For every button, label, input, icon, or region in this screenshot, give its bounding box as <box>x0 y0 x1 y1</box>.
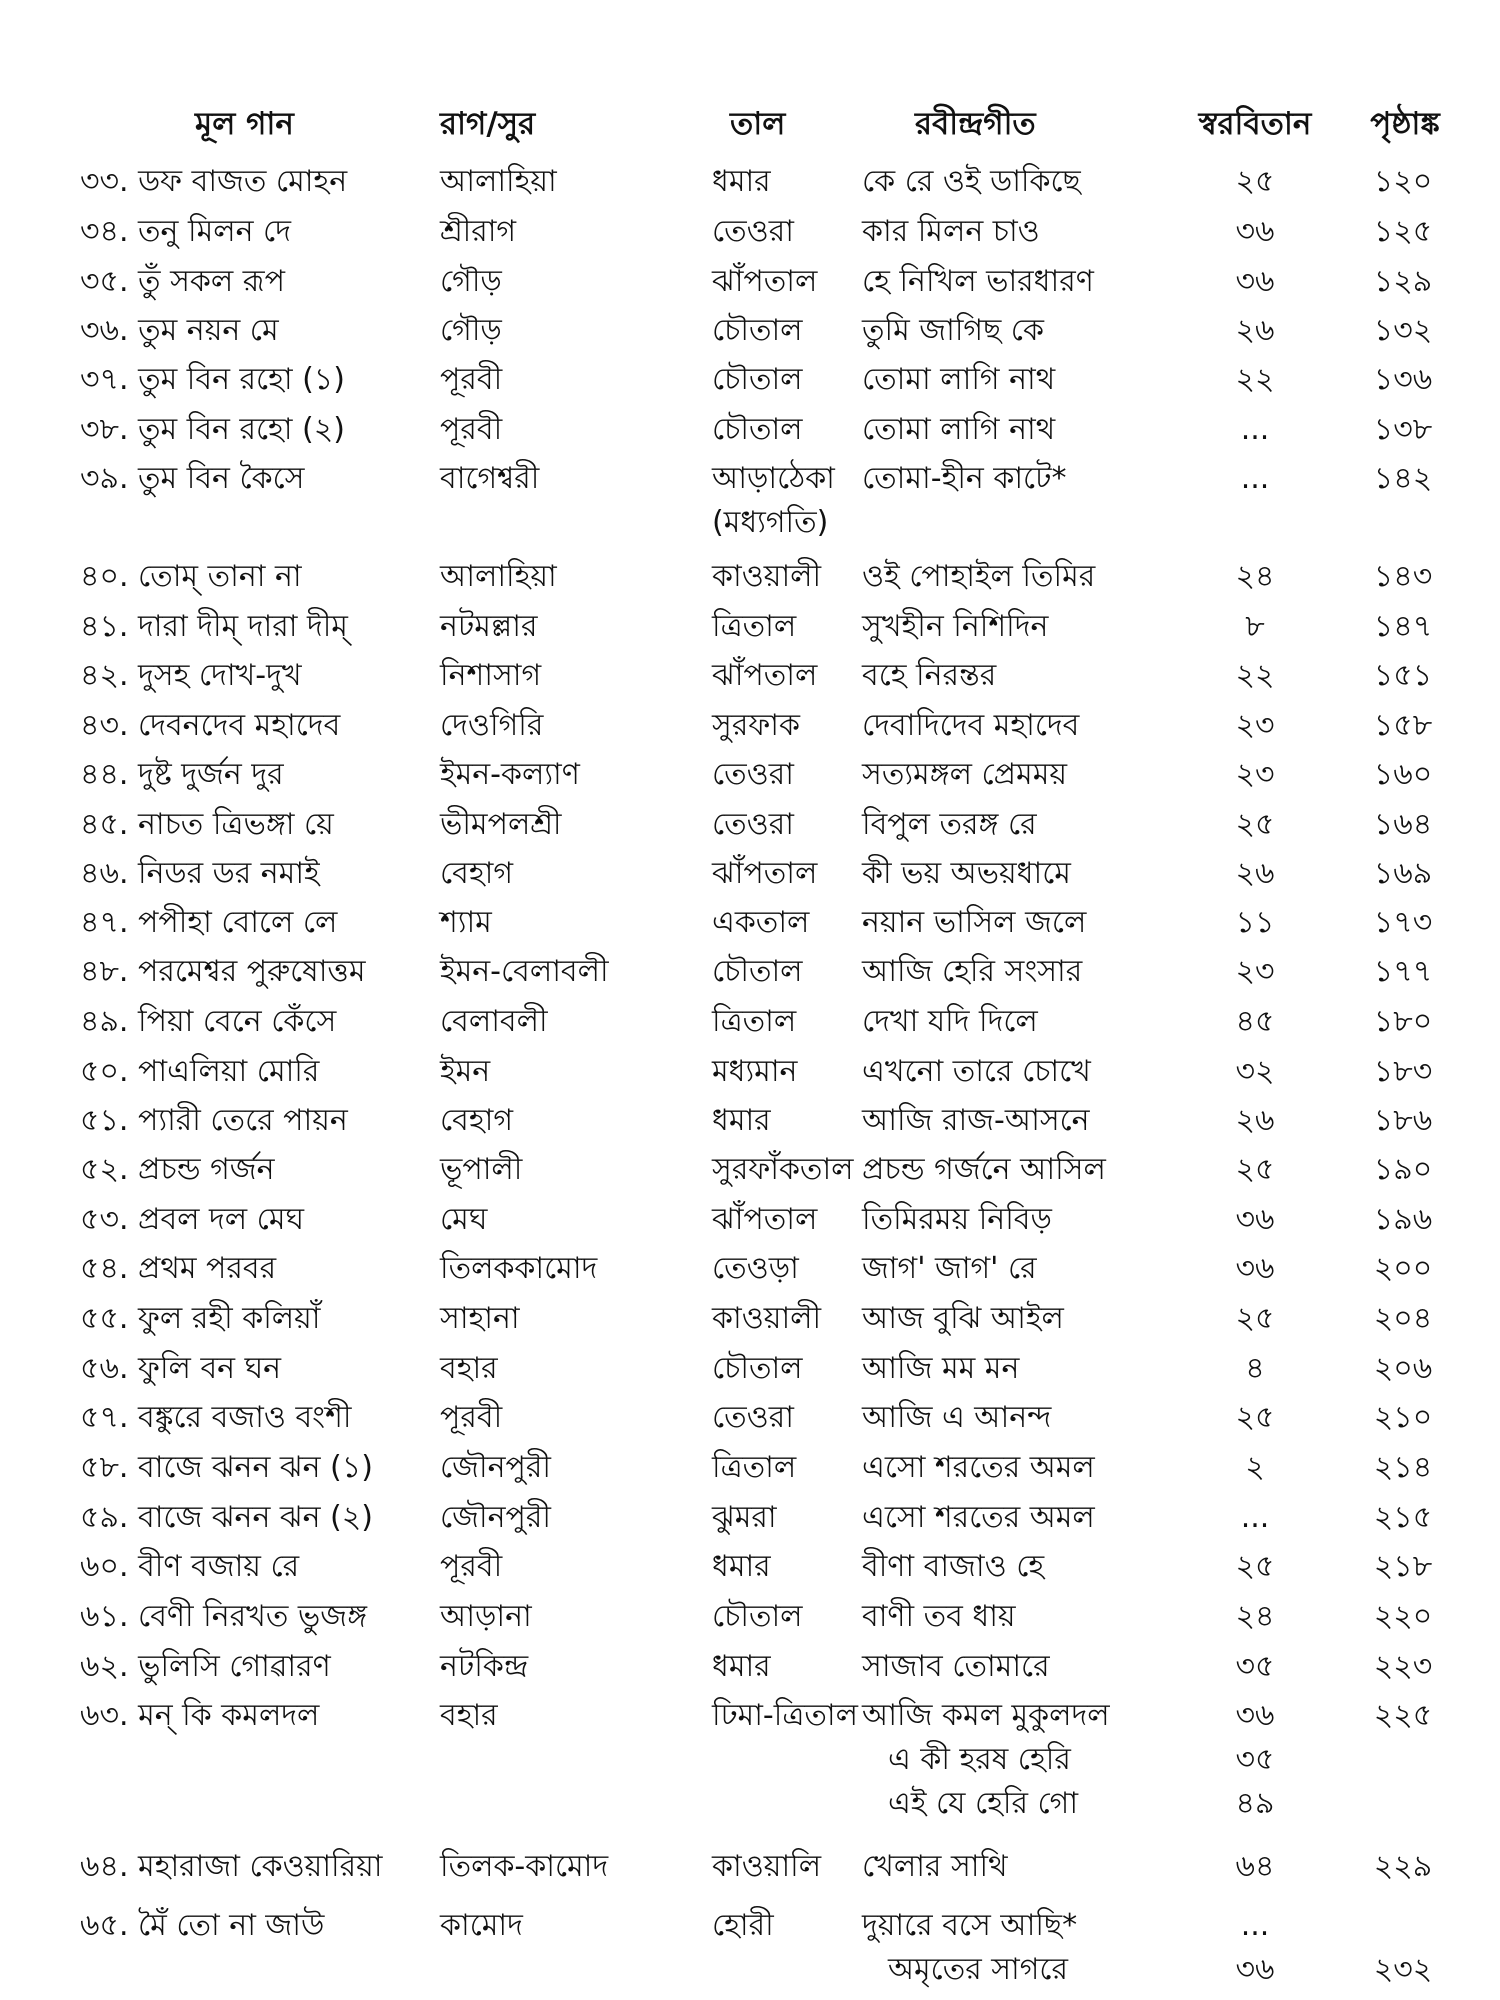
tala: চৌতাল <box>712 954 803 989</box>
rabindra-song: বহে নিরন্তর <box>862 658 997 693</box>
table-row <box>0 801 1500 849</box>
rabindra-song: আজি কমল মুকুলদল <box>862 1698 1110 1733</box>
raga: পূরবী <box>440 1400 503 1435</box>
table-row <box>0 1843 1500 1891</box>
table-row <box>0 652 1500 700</box>
table-header <box>0 100 1500 148</box>
swarabitan: ২৩ <box>1235 708 1275 743</box>
tala: ঢিমা-ত্রিতাল <box>712 1698 858 1733</box>
page-number: ১৮০ <box>1373 1004 1433 1039</box>
table-row <box>0 1692 1500 1821</box>
rabindra-song: তুমি জাগিছ কে <box>862 313 1044 348</box>
header-page-number: পৃষ্ঠাঙ্ক <box>1370 106 1440 142</box>
table-row <box>0 1444 1500 1492</box>
raga: কামোদ <box>440 1908 523 1943</box>
page-number: ১৪২ <box>1373 461 1433 496</box>
original-song: ৪১. দারা দীম্ দারা দীম্ <box>80 609 348 644</box>
raga: বহার <box>440 1698 498 1733</box>
swarabitan: ১১ <box>1235 905 1275 940</box>
original-song: ৩৫. তুঁ সকল রূপ <box>80 264 285 299</box>
page-number: ১৬৯ <box>1373 856 1433 891</box>
original-song: ৬৩. মন্ কি কমলদল <box>80 1698 320 1733</box>
rabindra-song: প্রচন্ড গর্জনে আসিল <box>862 1152 1106 1187</box>
original-song: ৪৪. দুষ্ট দুর্জন দুর <box>80 757 284 792</box>
original-song: ৫৭. বঙ্কুরে বজাও বংশী <box>80 1400 352 1435</box>
tala: ত্রিতাল <box>712 609 797 644</box>
header-rabindra-song: রবীন্দ্রগীত <box>915 106 1036 142</box>
page-number: ১৩৮ <box>1373 412 1433 447</box>
original-song: ৪৯. পিয়া বেনে কেঁসে <box>80 1004 337 1039</box>
table-row <box>0 751 1500 799</box>
page-number: ১৩২ <box>1373 313 1433 348</box>
rabindra-song: বাণী তব ধায় <box>862 1599 1016 1634</box>
tala: চৌতাল <box>712 1351 803 1386</box>
rabindra-song: এসো শরতের অমল <box>862 1500 1095 1535</box>
swarabitan: ২৬ <box>1235 1103 1275 1138</box>
original-song: ৫২. প্রচন্ড গর্জন <box>80 1152 275 1187</box>
tala: কাওয়ালী <box>712 1301 822 1336</box>
page-number: ২০০ <box>1373 1251 1433 1286</box>
swarabitan: ৩৫ <box>1235 1742 1275 1777</box>
tala: একতাল <box>712 905 810 940</box>
raga: ইমন-বেলাবলী <box>440 954 609 989</box>
raga: পূরবী <box>440 412 503 447</box>
rabindra-song: কার মিলন চাও <box>862 214 1040 249</box>
swarabitan: ২৬ <box>1235 313 1275 348</box>
page-number: ১৩৬ <box>1373 362 1433 397</box>
original-song: ৪৫. নাচত ত্রিভঙ্গা য়ে <box>80 807 334 842</box>
table-row <box>0 998 1500 1046</box>
page-number: ১৫৮ <box>1373 708 1433 743</box>
table-row <box>0 899 1500 947</box>
raga: ইমন <box>440 1054 491 1089</box>
original-song: ৫৯. বাজে ঝনন ঝন (২) <box>80 1500 373 1535</box>
swarabitan: ... <box>1240 461 1270 496</box>
tala: ধমার <box>712 1549 771 1584</box>
raga: জৌনপুরী <box>440 1450 551 1485</box>
raga: তিলককামোদ <box>440 1251 598 1286</box>
swarabitan: ৩৬ <box>1235 1952 1275 1987</box>
swarabitan: ২৫ <box>1235 1400 1275 1435</box>
rabindra-song: দুয়ারে বসে আছি* <box>862 1908 1078 1943</box>
rabindra-song: তোমা-হীন কাটে* <box>862 461 1067 496</box>
swarabitan: ২৬ <box>1235 856 1275 891</box>
swarabitan: ২২ <box>1235 362 1275 397</box>
table-row <box>0 948 1500 996</box>
rabindra-song: অমৃতের সাগরে <box>888 1952 1068 1987</box>
page-number: ১৭৩ <box>1373 905 1433 940</box>
page-number: ২২৩ <box>1373 1649 1433 1684</box>
rabindra-song: হে নিখিল ভারধারণ <box>862 264 1094 299</box>
raga: ভীমপলশ্রী <box>440 807 562 842</box>
page-number: ২৩২ <box>1373 1952 1433 1987</box>
raga: বাগেশ্বরী <box>440 461 540 496</box>
tala: ঝাঁপতাল <box>712 1202 818 1237</box>
raga: গৌড় <box>440 313 502 348</box>
raga: মেঘ <box>440 1202 488 1237</box>
page-number: ১২৯ <box>1373 264 1433 299</box>
rabindra-song: এই যে হেরি গো <box>888 1786 1079 1821</box>
header-tala: তাল <box>730 106 786 142</box>
table-row <box>0 850 1500 898</box>
page-number: ১৭৭ <box>1373 954 1433 989</box>
original-song: ৫৬. ফুলি বন ঘন <box>80 1351 282 1386</box>
original-song: ৫০. পাএলিয়া মোরি <box>80 1054 320 1089</box>
rabindra-song: এসো শরতের অমল <box>862 1450 1095 1485</box>
tala: ধমার <box>712 1103 771 1138</box>
page-number: ২০৬ <box>1373 1351 1433 1386</box>
swarabitan: ৩৬ <box>1235 214 1275 249</box>
tala-note: (মধ্যগতি) <box>712 505 829 540</box>
original-song: ৩৩. ডফ বাজত মোহন <box>80 164 348 199</box>
swarabitan: ২২ <box>1235 658 1275 693</box>
page-number: ১৪৩ <box>1373 559 1433 594</box>
tala: চৌতাল <box>712 362 803 397</box>
page-number: ২১৮ <box>1373 1549 1433 1584</box>
table-row <box>0 603 1500 651</box>
original-song: ৩৮. তুম বিন রহো (২) <box>80 412 345 447</box>
raga: পূরবী <box>440 362 503 397</box>
table-row <box>0 1345 1500 1393</box>
tala: তেওরা <box>712 807 794 842</box>
table-row <box>0 1146 1500 1194</box>
page-number: ২২৫ <box>1373 1698 1433 1733</box>
table-row <box>0 1245 1500 1293</box>
original-song: ৬২. ভুলিসি গোৱারণ <box>80 1649 331 1684</box>
table-row <box>0 406 1500 454</box>
swarabitan: ২ <box>1245 1450 1265 1485</box>
raga: বেহাগ <box>440 1103 513 1138</box>
table-row <box>0 1593 1500 1641</box>
tala: ধমার <box>712 1649 771 1684</box>
rabindra-song: দেবাদিদেব মহাদেব <box>862 708 1080 743</box>
original-song: ৬৫. মৈঁ তো না জাউ <box>80 1908 325 1943</box>
swarabitan: ২৩ <box>1235 954 1275 989</box>
tala: মধ্যমান <box>712 1054 798 1089</box>
rabindra-song: ওই পোহাইল তিমির <box>862 559 1096 594</box>
table-row <box>0 1543 1500 1591</box>
rabindra-song: এখনো তারে চোখে <box>862 1054 1091 1089</box>
swarabitan: ২৫ <box>1235 1549 1275 1584</box>
rabindra-song: আজি হেরি সংসার <box>862 954 1083 989</box>
original-song: ৪৮. পরমেশ্বর পুরুষোত্তম <box>80 954 366 989</box>
swarabitan: ... <box>1240 1908 1270 1943</box>
page-number: ১৬৪ <box>1373 807 1433 842</box>
swarabitan: ৩৫ <box>1235 1649 1275 1684</box>
table-row <box>0 307 1500 355</box>
raga: বহার <box>440 1351 498 1386</box>
header-raga: রাগ/সুর <box>440 106 536 142</box>
rabindra-song: সুখহীন নিশিদিন <box>862 609 1049 644</box>
rabindra-song: সাজাব তোমারে <box>862 1649 1050 1684</box>
original-song: ৩৪. তনু মিলন দে <box>80 214 291 249</box>
page-number: ১২০ <box>1373 164 1433 199</box>
rabindra-song: সত্যমঙ্গল প্রেমময় <box>862 757 1068 792</box>
header-swarabitan: স্বরবিতান <box>1198 106 1312 142</box>
original-song: ৫৮. বাজে ঝনন ঝন (১) <box>80 1450 373 1485</box>
tala: ত্রিতাল <box>712 1450 797 1485</box>
original-song: ৩৬. তুম নয়ন মে <box>80 313 279 348</box>
table-row <box>0 158 1500 206</box>
original-song: ৫১. প্যারী তেরে পায়ন <box>80 1103 348 1138</box>
rabindra-song: আজি এ আনন্দ <box>862 1400 1052 1435</box>
rabindra-song: বিপুল তরঙ্গ রে <box>862 807 1037 842</box>
tala: তেওরা <box>712 1400 794 1435</box>
raga: বেলাবলী <box>440 1004 548 1039</box>
raga: বেহাগ <box>440 856 513 891</box>
rabindra-song: আজি রাজ-আসনে <box>862 1103 1090 1138</box>
original-song: ৪৩. দেবনদেব মহাদেব <box>80 708 341 743</box>
swarabitan: ৬৪ <box>1235 1849 1275 1884</box>
tala: তেওড়া <box>712 1251 799 1286</box>
rabindra-song: খেলার সাথি <box>862 1849 1008 1884</box>
page-number: ১৮৬ <box>1373 1103 1433 1138</box>
tala: ঝাঁপতাল <box>712 658 818 693</box>
rabindra-song: তোমা লাগি নাথ <box>862 412 1056 447</box>
swarabitan: ৩৬ <box>1235 1251 1275 1286</box>
swarabitan: ৩৬ <box>1235 264 1275 299</box>
swarabitan: ৪৫ <box>1235 1004 1275 1039</box>
table-row <box>0 1295 1500 1343</box>
swarabitan: ৮ <box>1245 609 1265 644</box>
rabindra-song: তোমা লাগি নাথ <box>862 362 1056 397</box>
swarabitan: ২৩ <box>1235 757 1275 792</box>
rabindra-song: জাগ' জাগ' রে <box>862 1251 1037 1286</box>
rabindra-song: কী ভয় অভয়ধামে <box>862 856 1071 891</box>
page-number: ১৬০ <box>1373 757 1433 792</box>
swarabitan: ৪ <box>1245 1351 1265 1386</box>
rabindra-song: আজ বুঝি আইল <box>862 1301 1064 1336</box>
page-number: ২১০ <box>1373 1400 1433 1435</box>
original-song: ৩৯. তুম বিন কৈসে <box>80 461 305 496</box>
raga: ভূপালী <box>440 1152 523 1187</box>
raga: জৌনপুরী <box>440 1500 551 1535</box>
swarabitan: ... <box>1240 412 1270 447</box>
tala: সুরফাক <box>712 708 800 743</box>
raga: সাহানা <box>440 1301 520 1336</box>
raga: নটকিন্দ্র <box>440 1649 529 1684</box>
header-original-song: মূল গান <box>195 106 294 142</box>
raga: আলাহিয়া <box>440 164 557 199</box>
page-number: ১৪৭ <box>1373 609 1433 644</box>
original-song: ৬০. বীণ বজায় রে <box>80 1549 300 1584</box>
tala: তেওরা <box>712 757 794 792</box>
tala: কাওয়ালি <box>712 1849 822 1884</box>
raga: আড়ানা <box>440 1599 532 1634</box>
tala: তেওরা <box>712 214 794 249</box>
raga: গৌড় <box>440 264 502 299</box>
rabindra-song: এ কী হরষ হেরি <box>888 1742 1071 1777</box>
rabindra-song: বীণা বাজাও হে <box>862 1549 1045 1584</box>
table-row <box>0 356 1500 404</box>
table-row <box>0 1048 1500 1096</box>
table-row <box>0 1097 1500 1145</box>
tala: ধমার <box>712 164 771 199</box>
table-row <box>0 1643 1500 1691</box>
page-number: ১৯৬ <box>1373 1202 1433 1237</box>
tala: ঝুমরা <box>712 1500 777 1535</box>
swarabitan: ২৫ <box>1235 164 1275 199</box>
raga: আলাহিয়া <box>440 559 557 594</box>
rabindra-song: কে রে ওই ডাকিছে <box>862 164 1081 199</box>
page-number: ২২০ <box>1373 1599 1433 1634</box>
raga: পূরবী <box>440 1549 503 1584</box>
table-row <box>0 1902 1500 1987</box>
original-song: ৫৪. প্রথম পরবর <box>80 1251 277 1286</box>
table-row <box>0 208 1500 256</box>
tala: আড়াঠেকা <box>712 461 835 496</box>
rabindra-song: দেখা যদি দিলে <box>862 1004 1038 1039</box>
original-song: ৪২. দুসহ দোখ-দুখ <box>80 658 302 693</box>
swarabitan: ৩৬ <box>1235 1698 1275 1733</box>
raga: শ্রীরাগ <box>440 214 517 249</box>
swarabitan: ২৫ <box>1235 807 1275 842</box>
original-song: ৬৪. মহারাজা কেওয়ারিয়া <box>80 1849 383 1884</box>
rabindra-song: আজি মম মন <box>862 1351 1020 1386</box>
table-row <box>0 455 1500 540</box>
page-number: ১৫১ <box>1373 658 1433 693</box>
raga: তিলক-কামোদ <box>440 1849 609 1884</box>
raga: ইমন-কল্যাণ <box>440 757 580 792</box>
original-song: ৬১. বেণী নিরখত ভুজঙ্গ <box>80 1599 368 1634</box>
tala: কাওয়ালী <box>712 559 822 594</box>
page-number: ২২৯ <box>1373 1849 1433 1884</box>
swarabitan: ... <box>1240 1500 1270 1535</box>
table-row <box>0 258 1500 306</box>
swarabitan: ৪৯ <box>1235 1786 1275 1821</box>
table-row <box>0 1196 1500 1244</box>
tala: চৌতাল <box>712 313 803 348</box>
raga: দেওগিরি <box>440 708 544 743</box>
original-song: ৪৬. নিডর ডর নমাই <box>80 856 320 891</box>
swarabitan: ২৪ <box>1235 1599 1275 1634</box>
swarabitan: ৩২ <box>1235 1054 1275 1089</box>
tala: হোরী <box>712 1908 774 1943</box>
table-row <box>0 702 1500 750</box>
rabindra-song: তিমিরময় নিবিড় <box>862 1202 1052 1237</box>
tala: চৌতাল <box>712 1599 803 1634</box>
tala: ঝাঁপতাল <box>712 264 818 299</box>
swarabitan: ২৫ <box>1235 1152 1275 1187</box>
original-song: ৪০. তোম্ তানা না <box>80 559 302 594</box>
page-number: ১২৫ <box>1373 214 1433 249</box>
tala: ত্রিতাল <box>712 1004 797 1039</box>
original-song: ৫৩. প্রবল দল মেঘ <box>80 1202 305 1237</box>
tala: ঝাঁপতাল <box>712 856 818 891</box>
table-row <box>0 1394 1500 1442</box>
raga: শ্যাম <box>440 905 492 940</box>
table-row <box>0 1494 1500 1542</box>
swarabitan: ২৪ <box>1235 559 1275 594</box>
rabindra-song: নয়ান ভাসিল জলে <box>862 905 1087 940</box>
original-song: ৫৫. ফুল রহী কলিয়াঁ <box>80 1301 321 1336</box>
page-number: ২০৪ <box>1373 1301 1433 1336</box>
page-number: ২১৫ <box>1373 1500 1433 1535</box>
raga: নিশাসাগ <box>440 658 542 693</box>
page-number: ১৯০ <box>1373 1152 1433 1187</box>
tala: চৌতাল <box>712 412 803 447</box>
page-number: ১৮৩ <box>1373 1054 1433 1089</box>
page-number: ২১৪ <box>1373 1450 1433 1485</box>
raga: নটমল্লার <box>440 609 538 644</box>
swarabitan: ৩৬ <box>1235 1202 1275 1237</box>
original-song: ৩৭. তুম বিন রহো (১) <box>80 362 345 397</box>
tala: সুরফাঁকতাল <box>712 1152 854 1187</box>
swarabitan: ২৫ <box>1235 1301 1275 1336</box>
table-row <box>0 553 1500 601</box>
original-song: ৪৭. পপীহা বোলে লে <box>80 905 338 940</box>
